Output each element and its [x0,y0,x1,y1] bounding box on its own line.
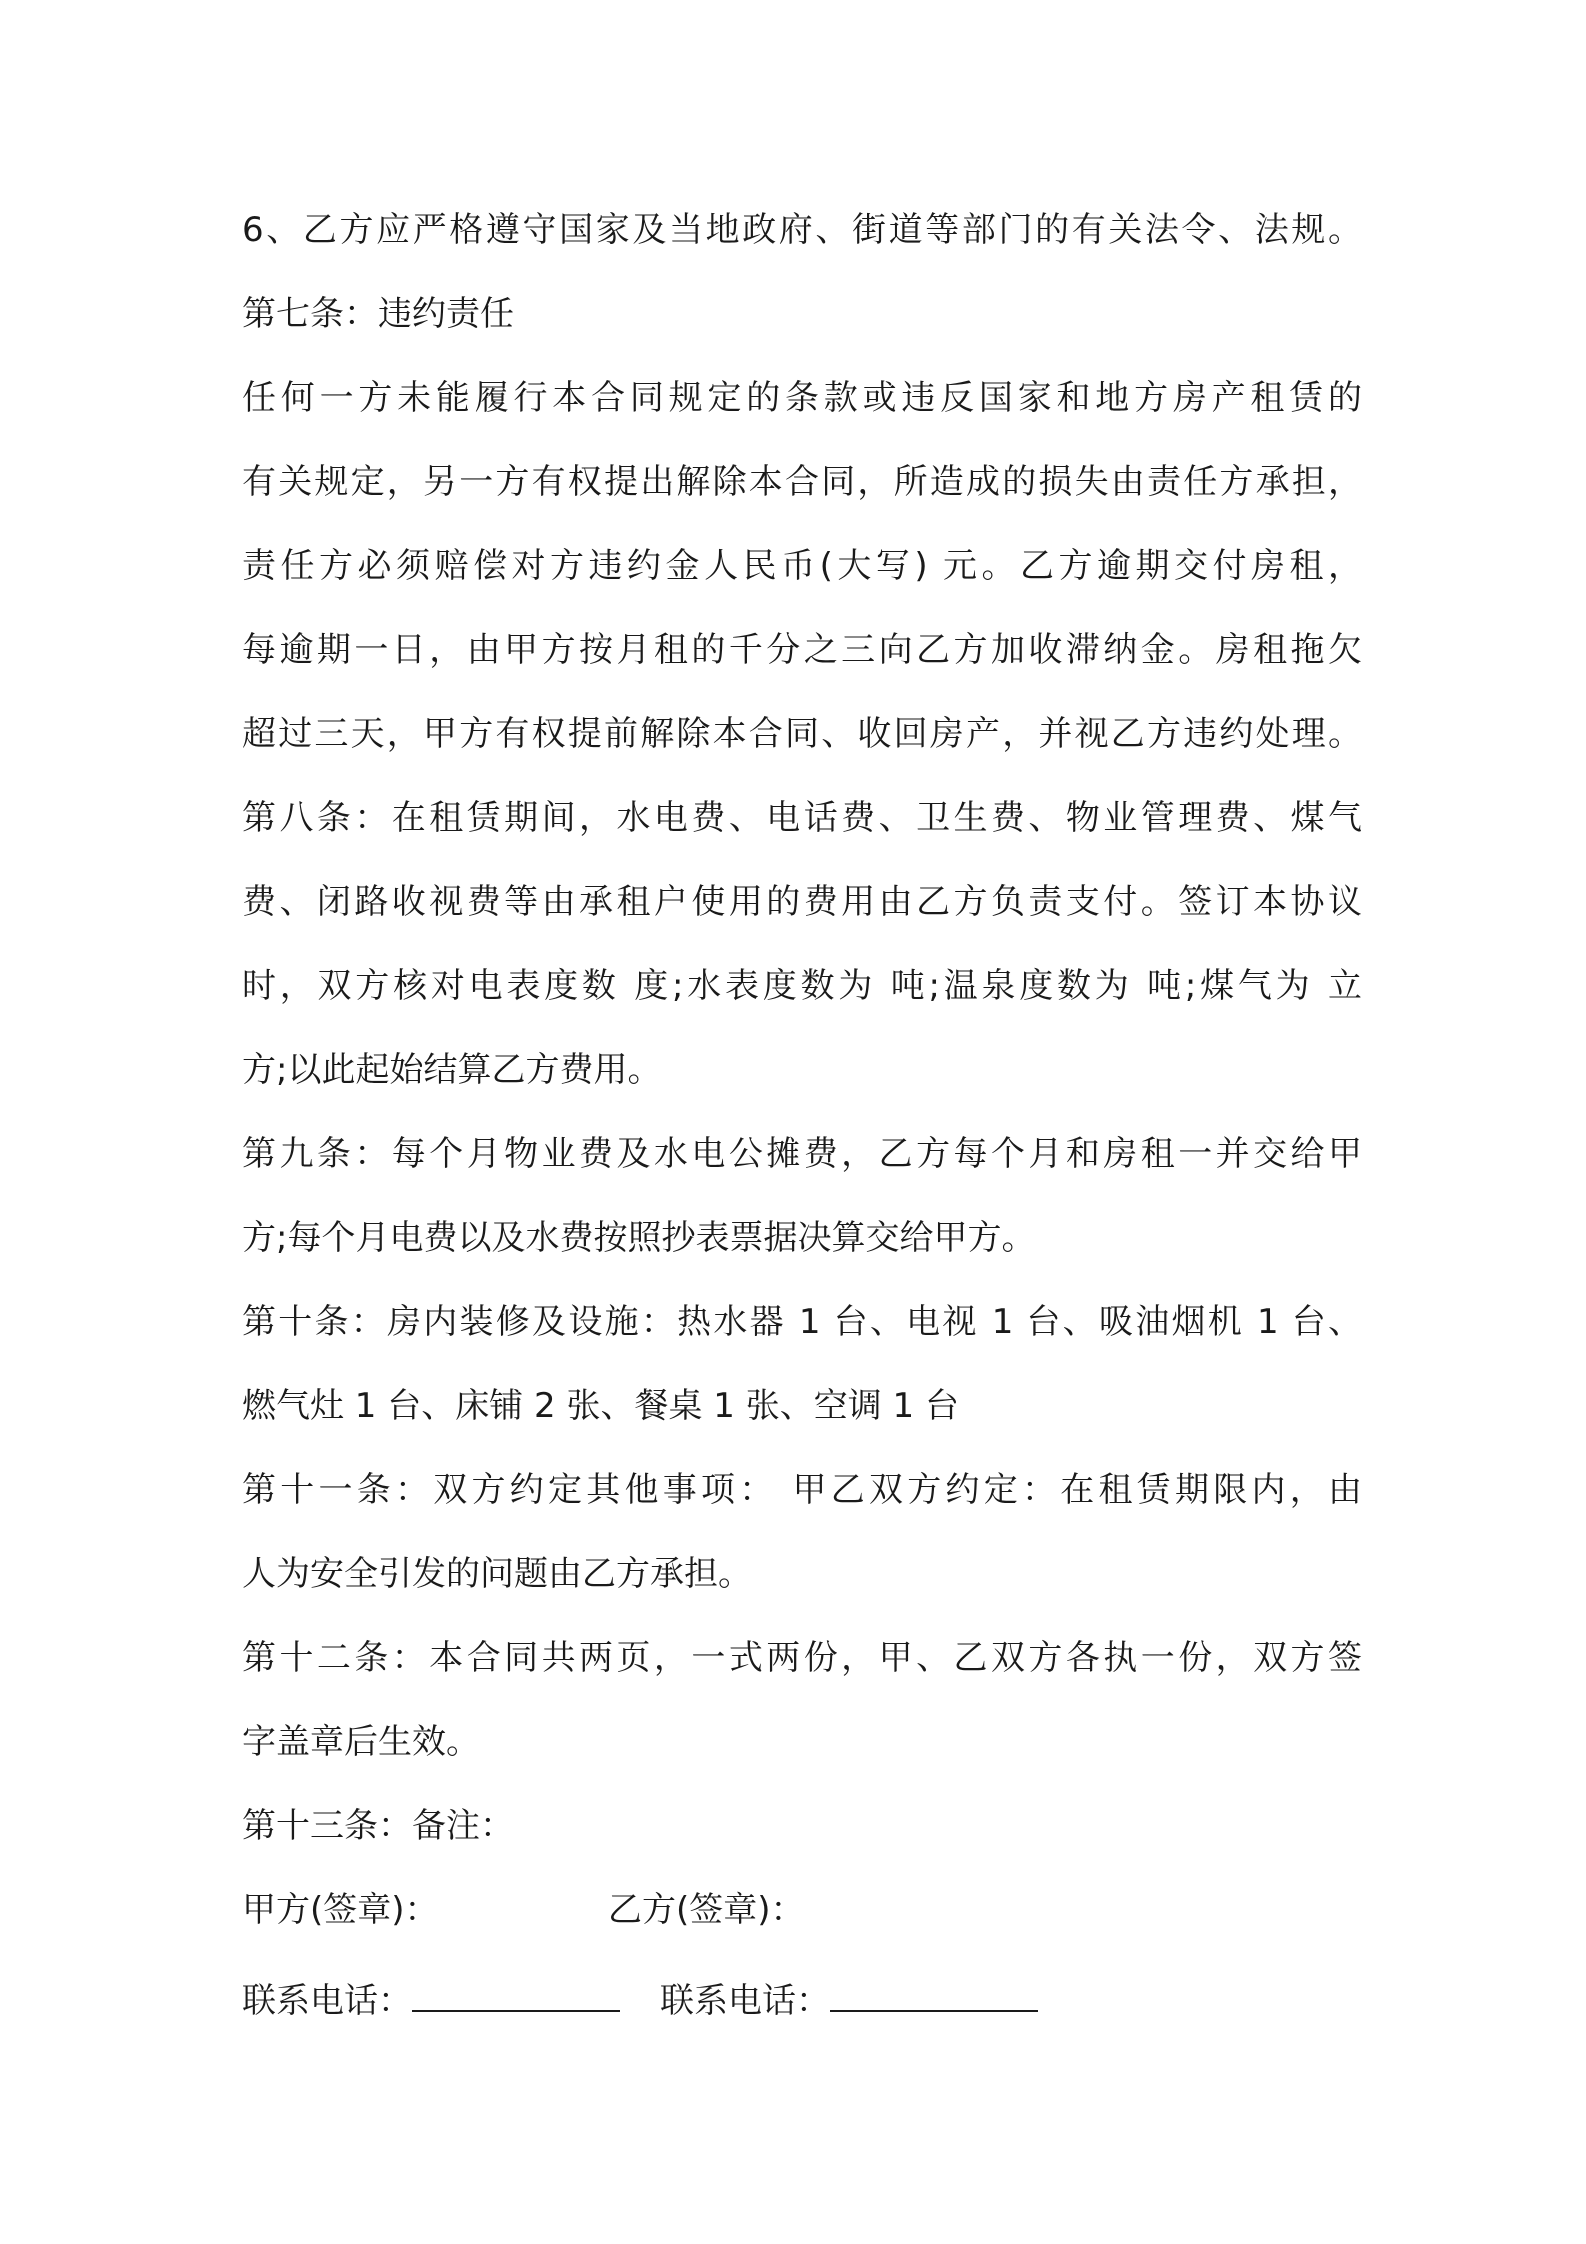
article-11-line-1: 第十一条：双方约定其他事项： 甲乙双方约定：在租赁期限内，由 [242,1470,1362,1510]
article-12-line-1: 第十二条：本合同共两页，一式两份，甲、乙双方各执一份，双方签 [242,1638,1362,1678]
article-10-line-2: 燃气灶 1 台、床铺 2 张、餐桌 1 张、空调 1 台 [242,1386,959,1426]
article-7-line-2: 有关规定，另一方有权提出解除本合同，所造成的损失由责任方承担， [242,462,1362,502]
article-13-heading: 第十三条：备注： [242,1806,514,1846]
article-8-line-4: 方;以此起始结算乙方费用。 [242,1050,662,1090]
article-8-line-2: 费、闭路收视费等由承租户使用的费用由乙方负责支付。签订本协议 [242,882,1362,922]
party-a-phone-blank [412,1976,620,2012]
party-a-contact-label: 联系电话： [242,1981,412,2021]
article-8-line-1: 第八条：在租赁期间，水电费、电话费、卫生费、物业管理费、煤气 [242,798,1362,838]
article-10-line-1: 第十条：房内装修及设施：热水器 1 台、电视 1 台、吸油烟机 1 台、 [242,1302,1362,1342]
article-8-line-3: 时，双方核对电表度数 度;水表度数为 吨;温泉度数为 吨;煤气为 立 [242,966,1362,1006]
party-b-signature-label: 乙方(签章)： [608,1890,805,1930]
party-a-signature-label: 甲方(签章)： [242,1890,439,1930]
article-7-line-5: 超过三天，甲方有权提前解除本合同、收回房产，并视乙方违约处理。 [242,714,1362,754]
article-12-line-2: 字盖章后生效。 [242,1722,480,1762]
article-9-line-2: 方;每个月电费以及水费按照抄表票据决算交给甲方。 [242,1218,1036,1258]
party-b-phone-blank [830,1976,1038,2012]
article-11-line-2: 人为安全引发的问题由乙方承担。 [242,1554,752,1594]
signature-row [242,1888,1362,1932]
party-b-contact [660,1976,1038,2023]
clause-6-line: 6、乙方应严格遵守国家及当地政府、街道等部门的有关法令、法规。 [242,210,1362,250]
party-b-contact-label: 联系电话： [660,1981,830,2021]
article-7-line-4: 每逾期一日，由甲方按月租的千分之三向乙方加收滞纳金。房租拖欠 [242,630,1362,670]
article-7-line-3: 责任方必须赔偿对方违约金人民币(大写) 元。乙方逾期交付房租， [242,546,1362,586]
party-a-contact [242,1976,620,2023]
article-9-line-1: 第九条：每个月物业费及水电公摊费，乙方每个月和房租一并交给甲 [242,1134,1362,1174]
contact-row [242,1976,1362,2020]
article-7-line-1: 任何一方未能履行本合同规定的条款或违反国家和地方房产租赁的 [242,378,1362,418]
article-7-heading: 第七条：违约责任 [242,294,514,334]
